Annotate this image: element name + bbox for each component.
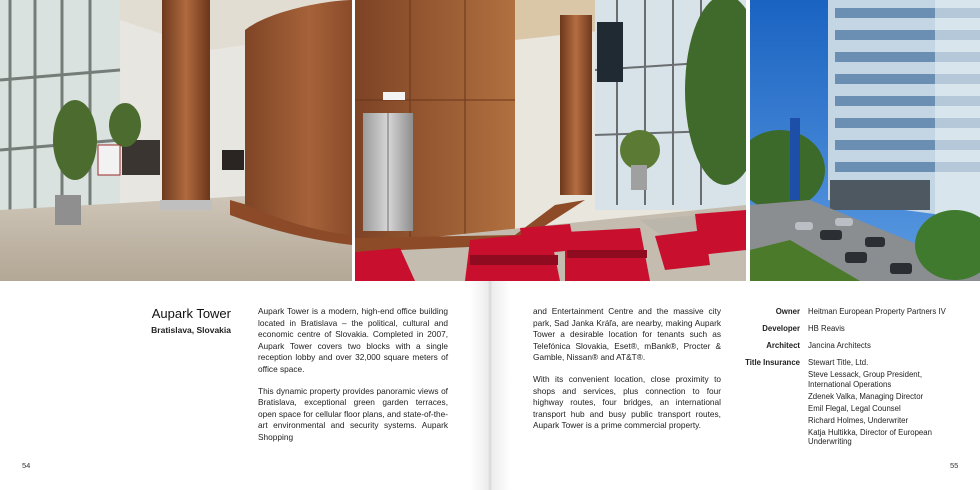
tower-exterior-photo xyxy=(750,0,980,281)
body-paragraph: and Entertainment Centre and the massive city park, Sad Janka Kráľa, are nearby, making Aupark Tower a desirable location for tenants such as Telefónica Slovakia, Eset®, mBank®, Procter & Gamble, Nissan® and AT&T®. xyxy=(533,306,721,363)
page-number-left: 54 xyxy=(22,461,31,470)
book-gutter xyxy=(470,281,510,490)
credit-value: Zdenek Valka, Managing Director xyxy=(808,391,924,401)
credit-value: HB Reavis xyxy=(808,324,845,333)
body-paragraph: With its convenient location, close proximity to shops and services, plus connection to four highway routes, four bridges, an international transport hub and busy public transport routes, Aupark Tower is a prime commercial property. xyxy=(533,373,721,431)
project-credits xyxy=(734,307,954,454)
credit-label: Developer xyxy=(762,324,800,333)
project-title: Aupark Tower xyxy=(151,306,231,321)
body-paragraph: Aupark Tower is a modern, high-end office building located in Bratislava – the political, cultural and economic centre of Slovakia. Completed in 2007, Aupark Tower covers two blocks with a single reception lobby and over 32,000 square meters of office space. xyxy=(258,306,448,374)
credit-label: Title Insurance xyxy=(745,358,800,367)
body-column-left xyxy=(258,306,448,454)
credit-label: Owner xyxy=(775,307,800,316)
credit-developer xyxy=(734,324,954,336)
credit-owner xyxy=(734,307,954,319)
credit-value: Emil Flegal, Legal Counsel xyxy=(808,403,901,413)
credit-value: Steve Lessack, Group President, International Operations xyxy=(808,370,922,389)
credit-value: Heitman European Property Partners IV xyxy=(808,307,946,316)
credit-architect xyxy=(734,341,954,353)
body-paragraph: This dynamic property provides panoramic views of Bratislava, exceptional green garden terraces, open space for cellular floor plans, and state-of-the-art environmental and security systems. Aupark Shopping xyxy=(258,385,448,442)
credit-value: Richard Holmes, Underwriter xyxy=(808,415,909,425)
lobby-elevator-seating-photo xyxy=(355,0,746,281)
credit-value: Jancina Architects xyxy=(808,341,871,350)
page-number-right: 55 xyxy=(950,461,959,470)
credit-value: Stewart Title, Ltd. xyxy=(808,358,869,367)
credit-title-insurance xyxy=(734,358,954,449)
credit-label: Architect xyxy=(766,341,800,350)
project-location: Bratislava, Slovakia xyxy=(151,325,231,335)
body-column-right xyxy=(533,306,721,442)
credit-value: Katja Hultikka, Director of European Underwriting xyxy=(808,427,932,446)
lobby-reception-photo xyxy=(0,0,352,281)
